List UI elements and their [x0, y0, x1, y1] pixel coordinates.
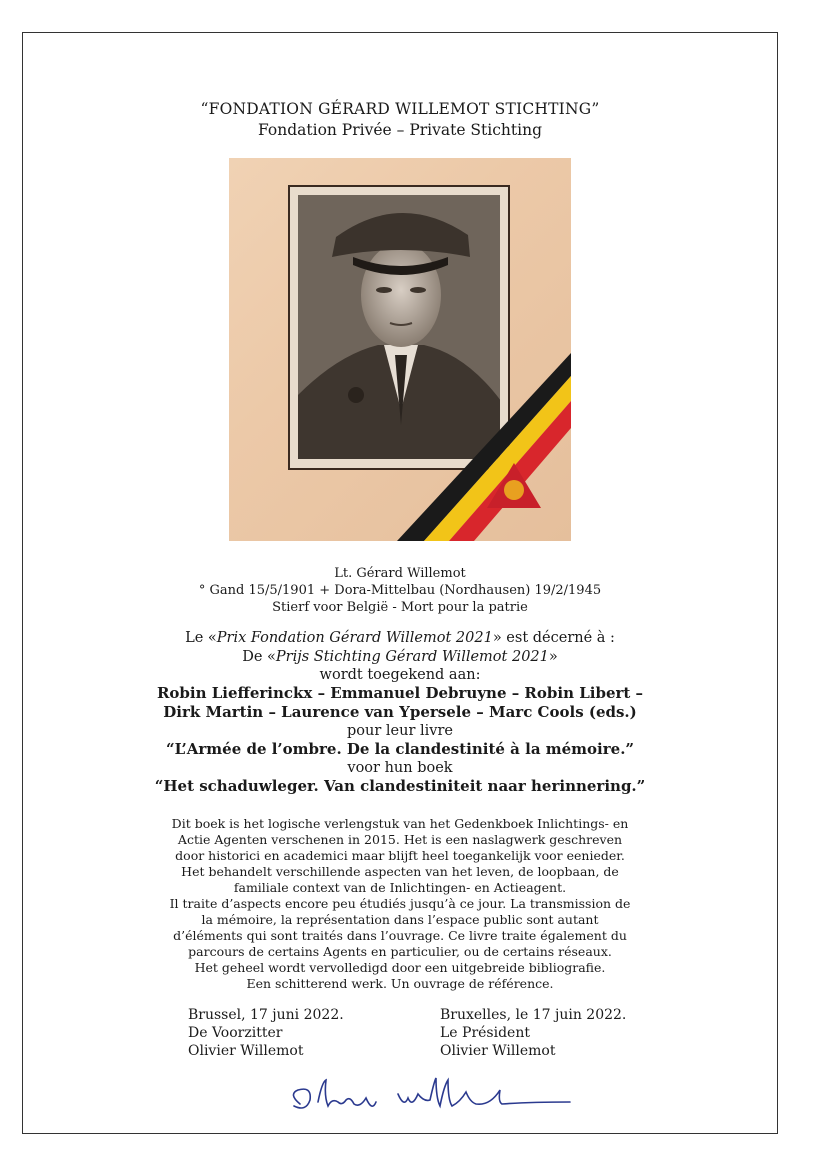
description-line: familiale context van de Inlichtingen- en Actieagent.	[233, 880, 567, 895]
book-nl-title: “Het schaduwleger. Van clandestiniteit naar herinnering.”	[154, 777, 646, 795]
portrait-caption-motto: Stierf voor België - Mort pour la patrie	[272, 600, 528, 615]
foundation-title: “FONDATION GÉRARD WILLEMOT STICHTING”	[200, 100, 600, 118]
book-nl-intro: voor hun boek	[347, 760, 453, 776]
description-line: Het geheel wordt vervolledigd door een uitgebreide bibliografie.	[194, 960, 606, 975]
signature-fr-date: Bruxelles, le 17 juin 2022.	[440, 1007, 627, 1023]
portrait-caption-dates: ° Gand 15/5/1901 + Dora-Mittelbau (Nordhausen) 19/2/1945	[198, 583, 602, 598]
authors-line-1: Robin Liefferinckx – Emmanuel Debruyne – Robin Libert –	[156, 684, 644, 702]
signature-nl-role: De Voorzitter	[188, 1025, 283, 1041]
book-fr-title: “L’Armée de l’ombre. De la clandestinité à la mémoire.”	[165, 740, 635, 758]
description-line: Een schitterend werk. Un ouvrage de référence.	[246, 976, 554, 991]
description	[22, 816, 778, 992]
portrait-caption-name: Lt. Gérard Willemot	[334, 566, 466, 581]
book-fr-intro: pour leur livre	[347, 723, 453, 739]
award-fr-line: Le «Prix Fondation Gérard Willemot 2021» est décerné à :	[185, 630, 615, 646]
description-line: door historici en academici maar blijft heel toegankelijk voor eenieder.	[175, 848, 625, 863]
description-line: la mémoire, la représentation dans l’espace public sont autant	[201, 912, 599, 927]
award-nl-verb: wordt toegekend aan:	[319, 667, 481, 683]
description-line: Actie Agenten verschenen in 2015. Het is een naslagwerk geschreven	[177, 832, 623, 847]
handwritten-signature	[280, 1072, 580, 1122]
foundation-subtitle: Fondation Privée – Private Stichting	[258, 121, 542, 139]
description-line: Il traite d’aspects encore peu étudiés jusqu’à ce jour. La transmission de	[169, 896, 631, 911]
description-line: d’éléments qui sont traités dans l’ouvrage. Ce livre traite également du	[173, 928, 627, 943]
signature-fr-name: Olivier Willemot	[440, 1043, 556, 1059]
signature-nl-date: Brussel, 17 juni 2022.	[188, 1007, 344, 1023]
description-line: Het behandelt verschillende aspecten van het leven, de loopbaan, de	[181, 864, 619, 879]
description-line: Dit boek is het logische verlengstuk van het Gedenkboek Inlichtings- en	[171, 816, 629, 831]
award-fr-prize: Prix Fondation Gérard Willemot 2021	[216, 630, 493, 646]
belgian-flag-ribbon	[229, 158, 571, 541]
signature-nl-name: Olivier Willemot	[188, 1043, 304, 1059]
signature-block-fr	[440, 1006, 626, 1060]
signature-fr-role: Le Président	[440, 1025, 530, 1041]
authors-line-2: Dirk Martin – Laurence van Ypersele – Marc Cools (eds.)	[163, 703, 637, 721]
description-line: parcours de certains Agents en particulier, ou de certains réseaux.	[188, 944, 612, 959]
award-nl-line: De «Prijs Stichting Gérard Willemot 2021»	[242, 649, 558, 665]
signature-block-nl	[188, 1006, 344, 1060]
portrait-card	[229, 158, 571, 541]
award-nl-prize: Prijs Stichting Gérard Willemot 2021	[275, 649, 549, 665]
